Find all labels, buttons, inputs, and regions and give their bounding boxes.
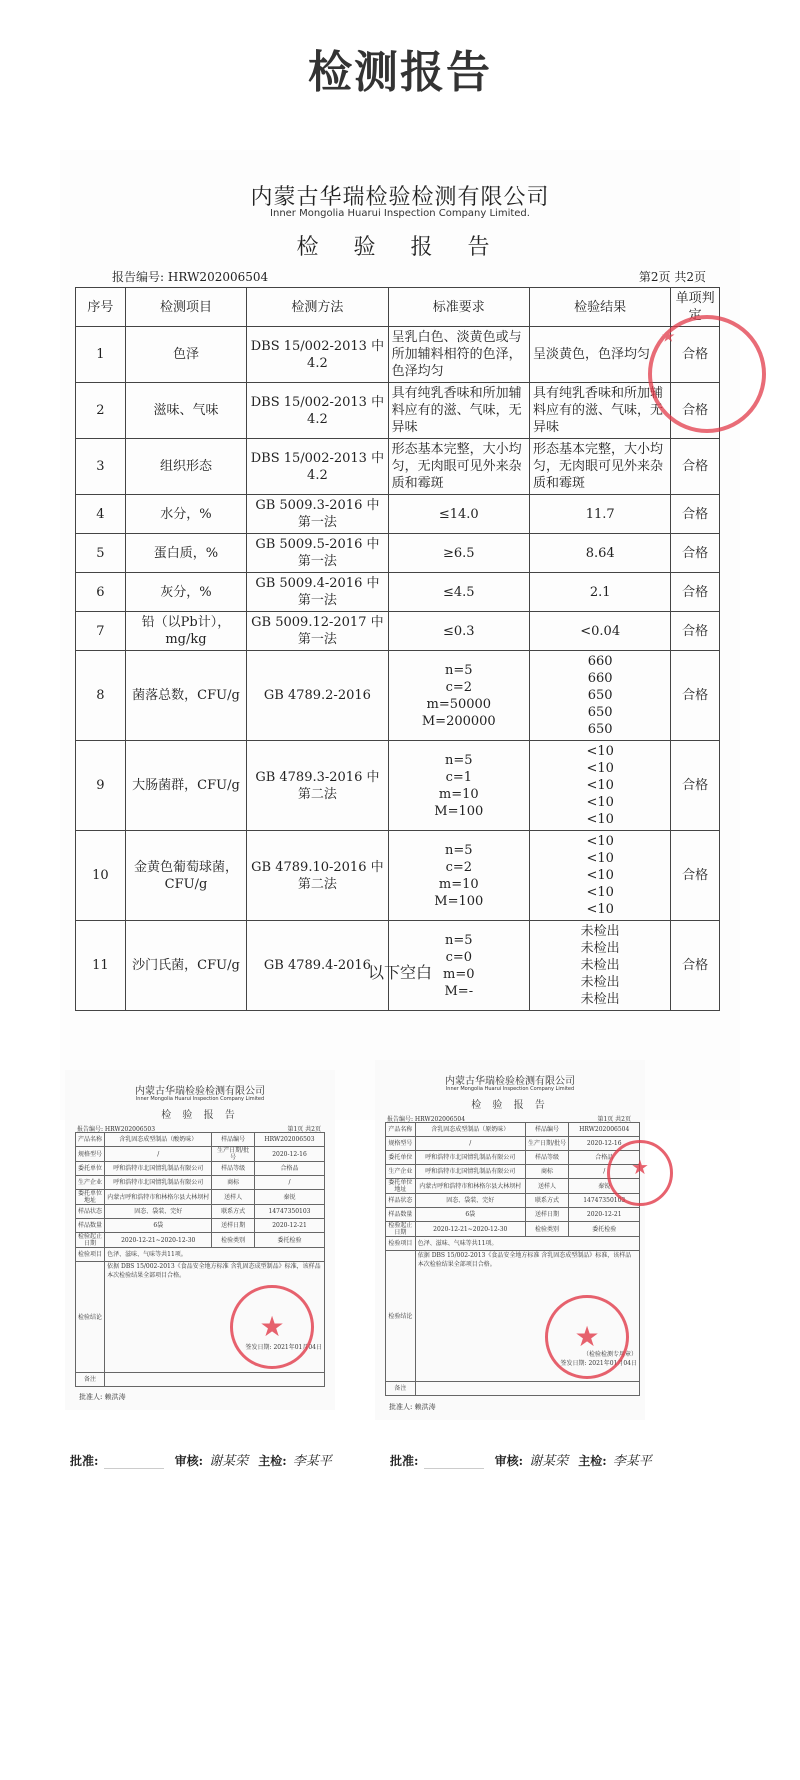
star-icon: ★ [631,1155,649,1179]
table-cell: DBS 15/002-2013 中 4.2 [247,439,388,495]
table-cell: 灰分，% [125,573,247,612]
cell-line: <10 [586,885,614,900]
cell-line: 未检出 [580,941,620,956]
table-cell: 组织形态 [125,439,247,495]
table-row [76,383,720,439]
table-cell: GB 4789.2-2016 [247,651,388,741]
approver: 批准人: 赖洪涛 [79,1393,126,1401]
table-cell: 10 [76,831,126,921]
cell: 委托单位地址 [386,1179,416,1194]
table-cell: 3 [76,439,126,495]
cell: 检验项目 [386,1237,416,1251]
cell: 送样人 [212,1190,255,1205]
cell: 秦锐 [255,1190,325,1205]
cell: 6袋 [105,1219,212,1233]
table-cell: 金黄色葡萄球菌，CFU/g [125,831,247,921]
cell: 14747350103 [569,1194,640,1208]
cell: 委托检验 [569,1222,640,1237]
cell-line: n=5 [445,842,473,858]
page-number: 第2页 共2页 [638,270,706,284]
cell: 呼和浩特市北国情乳制品有限公司 [415,1165,525,1179]
cell-line: c=0 [445,949,473,965]
cell-line: 650 [587,722,613,737]
cell-line: n=5 [445,752,473,768]
table-cell: GB 5009.3-2016 中 第一法 [247,495,388,534]
table-cell: DBS 15/002-2013 中 4.2 [247,383,388,439]
cell [105,1373,325,1387]
table-cell: 合格 [671,831,720,921]
page-number: 第1页 共2页 [287,1126,321,1133]
cell: 6袋 [415,1208,525,1222]
cell: HRW202006504 [569,1123,640,1137]
table-cell: 合格 [671,921,720,1011]
review-label: 审核: [494,1454,524,1468]
table-cell [388,831,529,921]
cell: 委托检验 [255,1233,325,1248]
cell: 商标 [212,1176,255,1190]
cell: 委托单位 [386,1151,416,1165]
table-cell: 4 [76,495,126,534]
stamp-note: （检验检测专用章） [582,1351,637,1358]
cell-line: n=5 [445,662,473,678]
table-cell: 具有纯乳香味和所加辅料应有的滋、气味，无异味 [388,383,529,439]
cell: / [105,1147,212,1162]
table-row [76,439,720,495]
table-cell: 2.1 [529,573,670,612]
cell-line: m=0 [443,966,475,982]
official-seal: ★ [648,315,766,433]
inspect-signature: 李某平 [292,1454,332,1469]
col-header: 序号 [76,288,126,327]
cell: 含乳固态成型制品（原奶味） [415,1123,525,1137]
table-cell: 6 [76,573,126,612]
conclusion-text: 依据 DBS 15/002-2013《食品安全地方标准 含乳固态成型制品》标准，该样品本次检验结果全部项目合格。 [417,1252,632,1268]
inspect-label: 主检: [578,1454,607,1468]
cell: 检验起止日期 [76,1233,105,1248]
table-cell: DBS 15/002-2013 中 4.2 [247,327,388,383]
inspect-signature: 李某平 [612,1454,652,1469]
cell: 检验起止日期 [386,1222,416,1237]
table-row [76,612,720,651]
cell: 合格品 [255,1162,325,1176]
table-cell: ≤14.0 [388,495,529,534]
table-cell: 滋味、气味 [125,383,247,439]
cell: 检验类别 [525,1222,569,1237]
company-name-en: Inner Mongolia Huarui Inspection Company Limited [445,1086,575,1092]
cell: 内蒙古呼和浩特市和林格尔县大林坝村 [105,1190,212,1205]
table-cell: 合格 [671,651,720,741]
table-row [76,534,720,573]
report-title: 检 验 报 告 [161,1110,239,1121]
table-cell: 菌落总数，CFU/g [125,651,247,741]
cell-line: 650 [587,688,613,703]
table-cell: 合格 [671,741,720,831]
cell: 样品编号 [525,1123,569,1137]
cell-line: c=2 [445,859,473,875]
table-cell: 铅（以Pb计），mg/kg [125,612,247,651]
cell: 样品数量 [76,1219,105,1233]
cell: 内蒙古呼和浩特市和林格尔县大林坝村 [415,1179,525,1194]
cell: 产品名称 [76,1133,105,1147]
table-cell: ≤0.3 [388,612,529,651]
table-cell: GB 5009.5-2016 中 第一法 [247,534,388,573]
cell-line: m=50000 [426,696,492,712]
company-name-cn: 内蒙古华瑞检验检测有限公司 [445,1076,575,1087]
table-row [76,573,720,612]
cell: 固态、袋装、完好 [105,1205,212,1219]
table-cell: 水分，% [125,495,247,534]
cell-line: <10 [586,812,614,827]
cell-line: c=1 [445,769,473,785]
table-cell [529,741,670,831]
cell: 检验结论 [386,1251,416,1382]
cell: 商标 [525,1165,569,1179]
cell: 呼和浩特市北国情乳制品有限公司 [415,1151,525,1165]
cell: 2020-12-21 [255,1219,325,1233]
table-cell: 呈淡黄色，色泽均匀 [529,327,670,383]
cell: 样品编号 [212,1133,255,1147]
table-cell: 7 [76,612,126,651]
cell: 呼和浩特市北国情乳制品有限公司 [105,1162,212,1176]
table-cell: GB 4789.10-2016 中 第二法 [247,831,388,921]
official-seal [607,1140,673,1206]
cell: 样品状态 [386,1194,416,1208]
cell: HRW202006503 [255,1133,325,1147]
table-cell: 合格 [671,495,720,534]
company-name-cn: 内蒙古华瑞检验检测有限公司 [250,185,550,210]
company-name-cn: 内蒙古华瑞检验检测有限公司 [135,1086,265,1097]
table-cell: 蛋白质，% [125,534,247,573]
cell: 生产日期/批号 [525,1137,569,1151]
cell: 样品数量 [386,1208,416,1222]
star-icon: ★ [574,1320,600,1353]
review-signature: 谢某荣 [209,1454,249,1469]
cell: / [415,1137,525,1151]
cell: 检验项目 [76,1248,105,1262]
cell-line: 650 [587,705,613,720]
cell-line: M=100 [434,893,484,909]
cell-line: 未检出 [580,992,620,1007]
table-cell: GB 5009.12-2017 中 第一法 [247,612,388,651]
table-cell: 9 [76,741,126,831]
cell: 2020-12-16 [569,1137,640,1151]
table-row [76,327,720,383]
cell [415,1382,639,1396]
cell-line: 未检出 [580,924,620,939]
cell-line: M=200000 [421,713,496,729]
table-cell: 11.7 [529,495,670,534]
table-cell: 形态基本完整，大小均匀，无肉眼可见外来杂质和霉斑 [529,439,670,495]
table-header-row [76,288,720,327]
sign-date: 签发日期: 2021年01月04日 [245,1344,322,1351]
sign-date: 签发日期: 2021年01月04日 [560,1360,637,1367]
cell: 呼和浩特市北国情乳制品有限公司 [105,1176,212,1190]
cell: 2020-12-16 [255,1147,325,1162]
table-row [76,831,720,921]
cell: 备注 [76,1373,105,1387]
cell-line: M=100 [434,803,484,819]
table-row [76,495,720,534]
table-cell: ≤4.5 [388,573,529,612]
cell: 合格品 [569,1151,640,1165]
main-report [60,150,740,1120]
table-cell: 合格 [671,439,720,495]
table-cell: GB 5009.4-2016 中 第一法 [247,573,388,612]
approve-label: 批准: [70,1454,99,1468]
cell-line: m=10 [438,876,479,892]
cell: 委托单位 [76,1162,105,1176]
table-cell [388,651,529,741]
cell: 备注 [386,1382,416,1396]
cell-line: <10 [586,795,614,810]
report-number: 报告编号: HRW202006504 [112,270,269,284]
table-cell: 呈乳白色、淡黄色或与所加辅料相符的色泽，色泽均匀 [388,327,529,383]
cell: 含乳固态成型制品（酸奶味） [105,1133,212,1147]
small-report-2 [375,1060,649,1420]
cell: / [569,1165,640,1179]
table-cell: 合格 [671,612,720,651]
cell-line: n=5 [445,932,473,948]
star-icon: ★ [259,1310,285,1343]
table-cell: 8.64 [529,534,670,573]
cell-line: <10 [586,868,614,883]
table-cell [529,651,670,741]
table-cell [388,741,529,831]
table-cell: 11 [76,921,126,1011]
cell-line: 未检出 [580,975,620,990]
cell: 生产日期/批号 [212,1147,255,1162]
official-seal [545,1295,629,1379]
cell: 送样日期 [212,1219,255,1233]
signature-row-2 [390,1450,658,1469]
table-cell: 合格 [671,327,720,383]
table-cell: 沙门氏菌，CFU/g [125,921,247,1011]
cell: 色泽、滋味、气味等共11项。 [105,1248,325,1262]
page-number: 第1页 共2页 [597,1116,631,1123]
table-cell: GB 4789.4-2016 [247,921,388,1011]
cell: 规格型号 [386,1137,416,1151]
report-title: 检 验 报 告 [471,1100,549,1111]
cell: 秦锐 [569,1179,640,1194]
table-cell: <0.04 [529,612,670,651]
approver: 批准人: 赖洪涛 [389,1403,436,1411]
cell-line: <10 [586,834,614,849]
review-signature: 谢某荣 [529,1454,569,1469]
signature-row-1 [70,1450,338,1469]
table-cell: 2 [76,383,126,439]
small-report-1 [65,1070,335,1410]
col-header: 单项判定 [671,288,720,327]
cell: 规格型号 [76,1147,105,1162]
blank-below-note: 以下空白 [367,963,432,982]
table-cell: ≥6.5 [388,534,529,573]
results-table [75,287,720,1011]
cell: / [255,1176,325,1190]
table-cell: 1 [76,327,126,383]
table-cell: 具有纯乳香味和所加辅料应有的滋、气味，无异味 [529,383,670,439]
conclusion-text: 依据 DBS 15/002-2013《食品安全地方标准 含乳固态成型制品》标准，该样品本次检验结果全部项目合格。 [107,1263,321,1279]
cell: 检验结论 [76,1262,105,1373]
table-cell: 色泽 [125,327,247,383]
approve-label: 批准: [390,1454,419,1468]
table-row [76,651,720,741]
cell: 14747350103 [255,1205,325,1219]
inspect-label: 主检: [258,1454,287,1468]
cell-line: <10 [586,902,614,917]
cell-line: c=2 [445,679,473,695]
report-number: 报告编号: HRW202006503 [77,1126,156,1133]
cell: 生产企业 [76,1176,105,1190]
table-cell: 大肠菌群，CFU/g [125,741,247,831]
cell-line: 660 [587,671,613,686]
col-header: 标准要求 [388,288,529,327]
table-row [76,741,720,831]
cell: 检验类别 [212,1233,255,1248]
approve-signature [104,1454,164,1469]
cell-line: <10 [586,778,614,793]
table-cell: 合格 [671,383,720,439]
cell: 送样日期 [525,1208,569,1222]
table-cell: 5 [76,534,126,573]
cell: 2020-12-21~2020-12-30 [105,1233,212,1248]
cell: 2020-12-21~2020-12-30 [415,1222,525,1237]
cell: 联系方式 [212,1205,255,1219]
table-cell: GB 4789.3-2016 中 第二法 [247,741,388,831]
approve-signature [424,1454,484,1469]
col-header: 检测项目 [125,288,247,327]
cell-line: <10 [586,744,614,759]
cell: 样品状态 [76,1205,105,1219]
company-name-en: Inner Mongolia Huarui Inspection Company Limited. [270,208,530,219]
cell: 联系方式 [525,1194,569,1208]
cell: 固态、袋装、完好 [415,1194,525,1208]
table-cell [529,831,670,921]
col-header: 检测方法 [247,288,388,327]
cell: 2020-12-21 [569,1208,640,1222]
report-title: 检 验 报 告 [296,235,504,260]
cell: 样品等级 [212,1162,255,1176]
report-number: 报告编号: HRW202006504 [387,1116,466,1123]
cell: 产品名称 [386,1123,416,1137]
cell: 样品等级 [525,1151,569,1165]
table-cell: 合格 [671,573,720,612]
cell-line: 660 [587,654,613,669]
official-seal [230,1285,314,1369]
cell-line: M=- [444,983,474,999]
cell-line: <10 [586,761,614,776]
cell-line: 未检出 [580,958,620,973]
table-cell: 形态基本完整，大小均匀，无肉眼可见外来杂质和霉斑 [388,439,529,495]
cell: 生产企业 [386,1165,416,1179]
cell: 委托单位地址 [76,1190,105,1205]
cell-line: m=10 [438,786,479,802]
cell-line: <10 [586,851,614,866]
review-label: 审核: [174,1454,204,1468]
col-header: 检验结果 [529,288,670,327]
company-name-en: Inner Mongolia Huarui Inspection Company Limited [135,1096,265,1102]
table-cell: 合格 [671,534,720,573]
table-cell: 8 [76,651,126,741]
cell: 送样人 [525,1179,569,1194]
cell: 色泽、滋味、气味等共11项。 [415,1237,639,1251]
page-title: 检测报告 [308,47,492,98]
